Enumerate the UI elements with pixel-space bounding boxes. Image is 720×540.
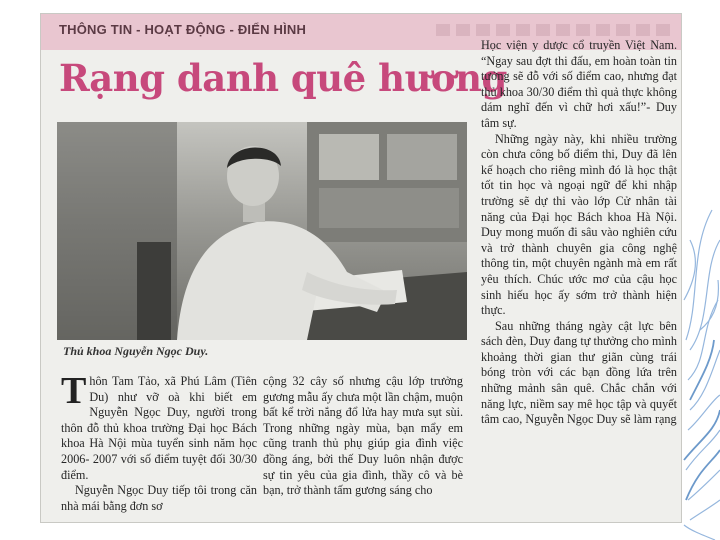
article-headline: Rạng danh quê hương	[59, 56, 507, 100]
newspaper-clipping	[41, 14, 681, 522]
article-column-1	[61, 374, 257, 522]
paragraph-text: hôn Tam Tảo, xã Phú Lâm (Tiên Du) như vỡ oà khi biết em Nguyễn Ngọc Duy, người trong thôn đỗ thủ khoa trường Đại học Bách khoa Hà Nội mùa tuyển sinh năm học 2006- 2007 với số điểm tuyệt đối 30/30 điểm.	[61, 374, 257, 482]
paragraph: cộng 32 cây số nhưng cậu lớp trưởng gương mẫu ấy chưa một lần chậm, muộn bất kể trời nắng đổ lửa hay mưa sụt sùi. Trong những ngày mùa, bạn mẩy em cũng tranh thủ phụ giúp gia đình việc đồng áng, bởi thế Duy luôn nhận được sự tin yêu của gia đình, thầy cô và bè bạn, trở thành tấm gương sáng cho	[263, 374, 463, 498]
paragraph: Học viện y dược cổ truyền Việt Nam. “Ngay sau đợt thi đấu, em hoàn toàn tin tưởng sẽ đỗ với số điểm cao, nhưng đạt thủ khoa 30/30 điểm thì quả thực không dám nghĩ đến vì chữ hơi xấu!”- Duy tâm sự.	[481, 38, 677, 130]
paragraph: Sau những tháng ngày cật lực bên sách đèn, Duy đang tự thưởng cho mình khoảng thời gian thư giãn cùng trái bóng tròn với các bạn đồng lứa trên những mảnh sân quê. Chắc chắn với năng lực, niềm say mê học tập và quyết tâm cao, Nguyễn Ngọc Duy sẽ làm rạng	[481, 318, 677, 427]
article-column-2	[263, 374, 463, 522]
photo-caption: Thủ khoa Nguyễn Ngọc Duy.	[63, 344, 209, 358]
drop-cap: T	[61, 374, 87, 412]
faded-header-text	[436, 24, 676, 36]
paragraph	[61, 374, 257, 483]
photo-illustration	[57, 122, 467, 340]
article-photo	[57, 122, 467, 340]
paragraph: Nguyễn Ngọc Duy tiếp tôi trong căn nhà mái bằng đơn sơ	[61, 483, 257, 513]
article-column-3	[481, 38, 677, 522]
paragraph: Những ngày này, khi nhiều trường còn chưa công bố điểm thi, Duy đã lên kế hoạch cho riêng mình đó là học thật tốt tin học và ngoại ngữ để khi nhập trường sẽ dự thi vào lớp Cử nhân tài năng của Đại học Bách khoa Hà Nội. Duy mong muốn đi sâu vào nghiên cứu và trở thành chuyên gia công nghệ thông tin, một chuyên ngành mà em rất yêu thích. Chúc ước mơ của cậu học sinh hiếu học ấy sớm trở thành hiện thực.	[481, 131, 677, 318]
section-tag: THÔNG TIN - HOẠT ĐỘNG - ĐIỂN HÌNH	[59, 22, 307, 37]
